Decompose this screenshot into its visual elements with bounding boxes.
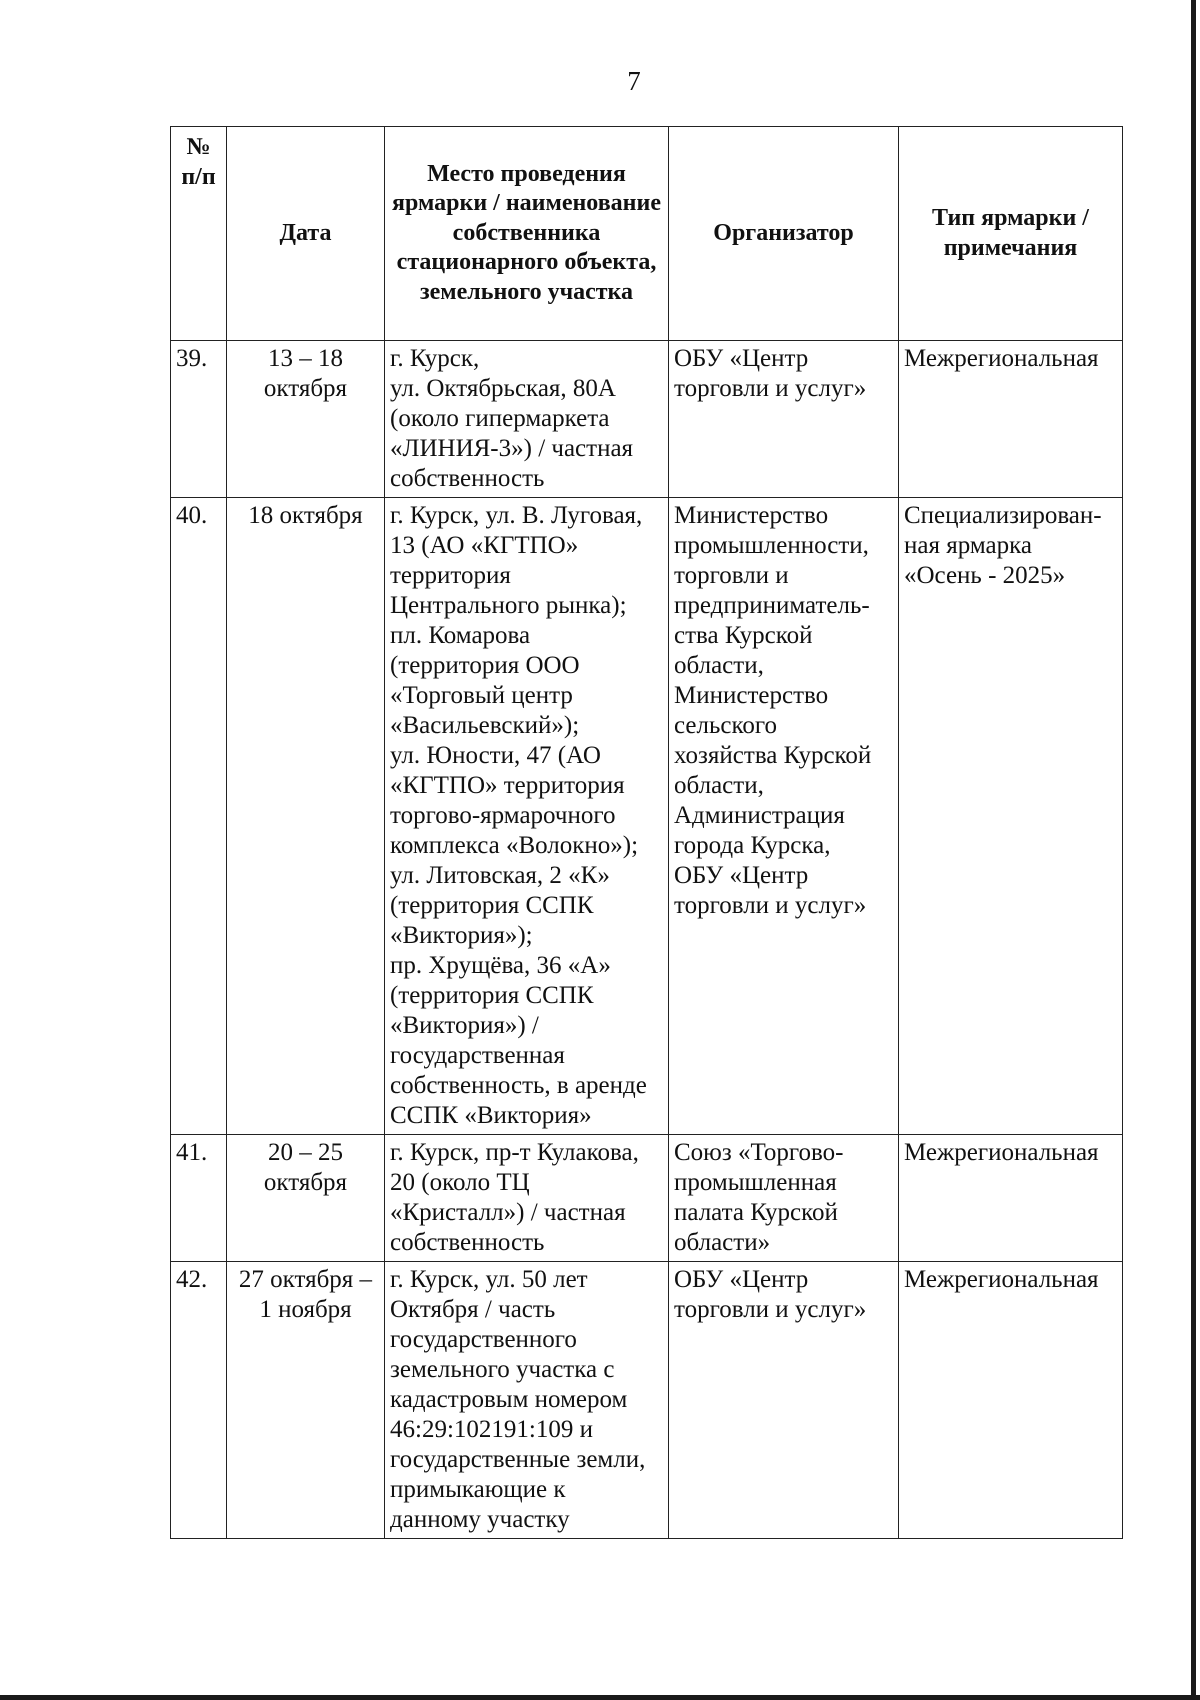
cell-number: 42.: [171, 1262, 227, 1539]
scan-edge-bottom: [0, 1695, 1200, 1700]
table-header-row: [171, 127, 1123, 341]
cell-date: 27 октября – 1 ноября: [227, 1262, 385, 1539]
cell-date: 18 октября: [227, 498, 385, 1135]
cell-date: 13 – 18 октября: [227, 341, 385, 498]
cell-number: 39.: [171, 341, 227, 498]
cell-organizer: ОБУ «Центр торговли и услуг»: [669, 341, 899, 498]
cell-type: Межрегиональная: [899, 1135, 1123, 1262]
scan-edge-right: [1191, 0, 1196, 1700]
cell-number: 41.: [171, 1135, 227, 1262]
cell-type: Межрегиональная: [899, 1262, 1123, 1539]
cell-location: г. Курск, пр-т Кулакова, 20 (около ТЦ «Кристалл») / частная собственность: [385, 1135, 669, 1262]
page-number: 7: [627, 66, 641, 96]
cell-organizer: Союз «Торгово- промышленная палата Курской области»: [669, 1135, 899, 1262]
cell-location: г. Курск, ул. В. Луговая, 13 (АО «КГТПО» территория Центрального рынка); пл. Комарова (территория ООО «Торговый центр «Васильевский»); ул. Юности, 47 (АО «КГТПО» территория торгово-ярмарочного комплекса «Волокно»); ул. Литовская, 2 «К» (территория ССПК «Виктория»); пр. Хрущёва, 36 «А» (территория ССПК «Виктория») / государственная собственность, в аренде ССПК «Виктория»: [385, 498, 669, 1135]
table-row: [171, 1135, 1123, 1262]
cell-number: 40.: [171, 498, 227, 1135]
table-row: [171, 498, 1123, 1135]
table-row: [171, 341, 1123, 498]
header-date: Дата: [227, 127, 385, 341]
header-type: Тип ярмарки / примечания: [899, 127, 1123, 341]
header-location: Место проведения ярмарки / наименование собственника стационарного объекта, земельного участка: [385, 127, 669, 341]
cell-organizer: Министерство промышленности, торговли и предприниматель- ства Курской области, Министерство сельского хозяйства Курской области, Администрация города Курска, ОБУ «Центр торговли и услуг»: [669, 498, 899, 1135]
cell-location: г. Курск, ул. Октябрьская, 80А (около гипермаркета «ЛИНИЯ-3») / частная собственность: [385, 341, 669, 498]
cell-location: г. Курск, ул. 50 лет Октября / часть государственного земельного участка с кадастровым номером 46:29:102191:109 и государственные земли, примыкающие к данному участку: [385, 1262, 669, 1539]
cell-type: Специализирован- ная ярмарка «Осень - 2025»: [899, 498, 1123, 1135]
table-row: [171, 1262, 1123, 1539]
header-number: № п/п: [171, 127, 227, 341]
cell-type: Межрегиональная: [899, 341, 1123, 498]
header-organizer: Организатор: [669, 127, 899, 341]
cell-date: 20 – 25 октября: [227, 1135, 385, 1262]
cell-organizer: ОБУ «Центр торговли и услуг»: [669, 1262, 899, 1539]
fair-schedule-table: [170, 126, 1123, 1539]
